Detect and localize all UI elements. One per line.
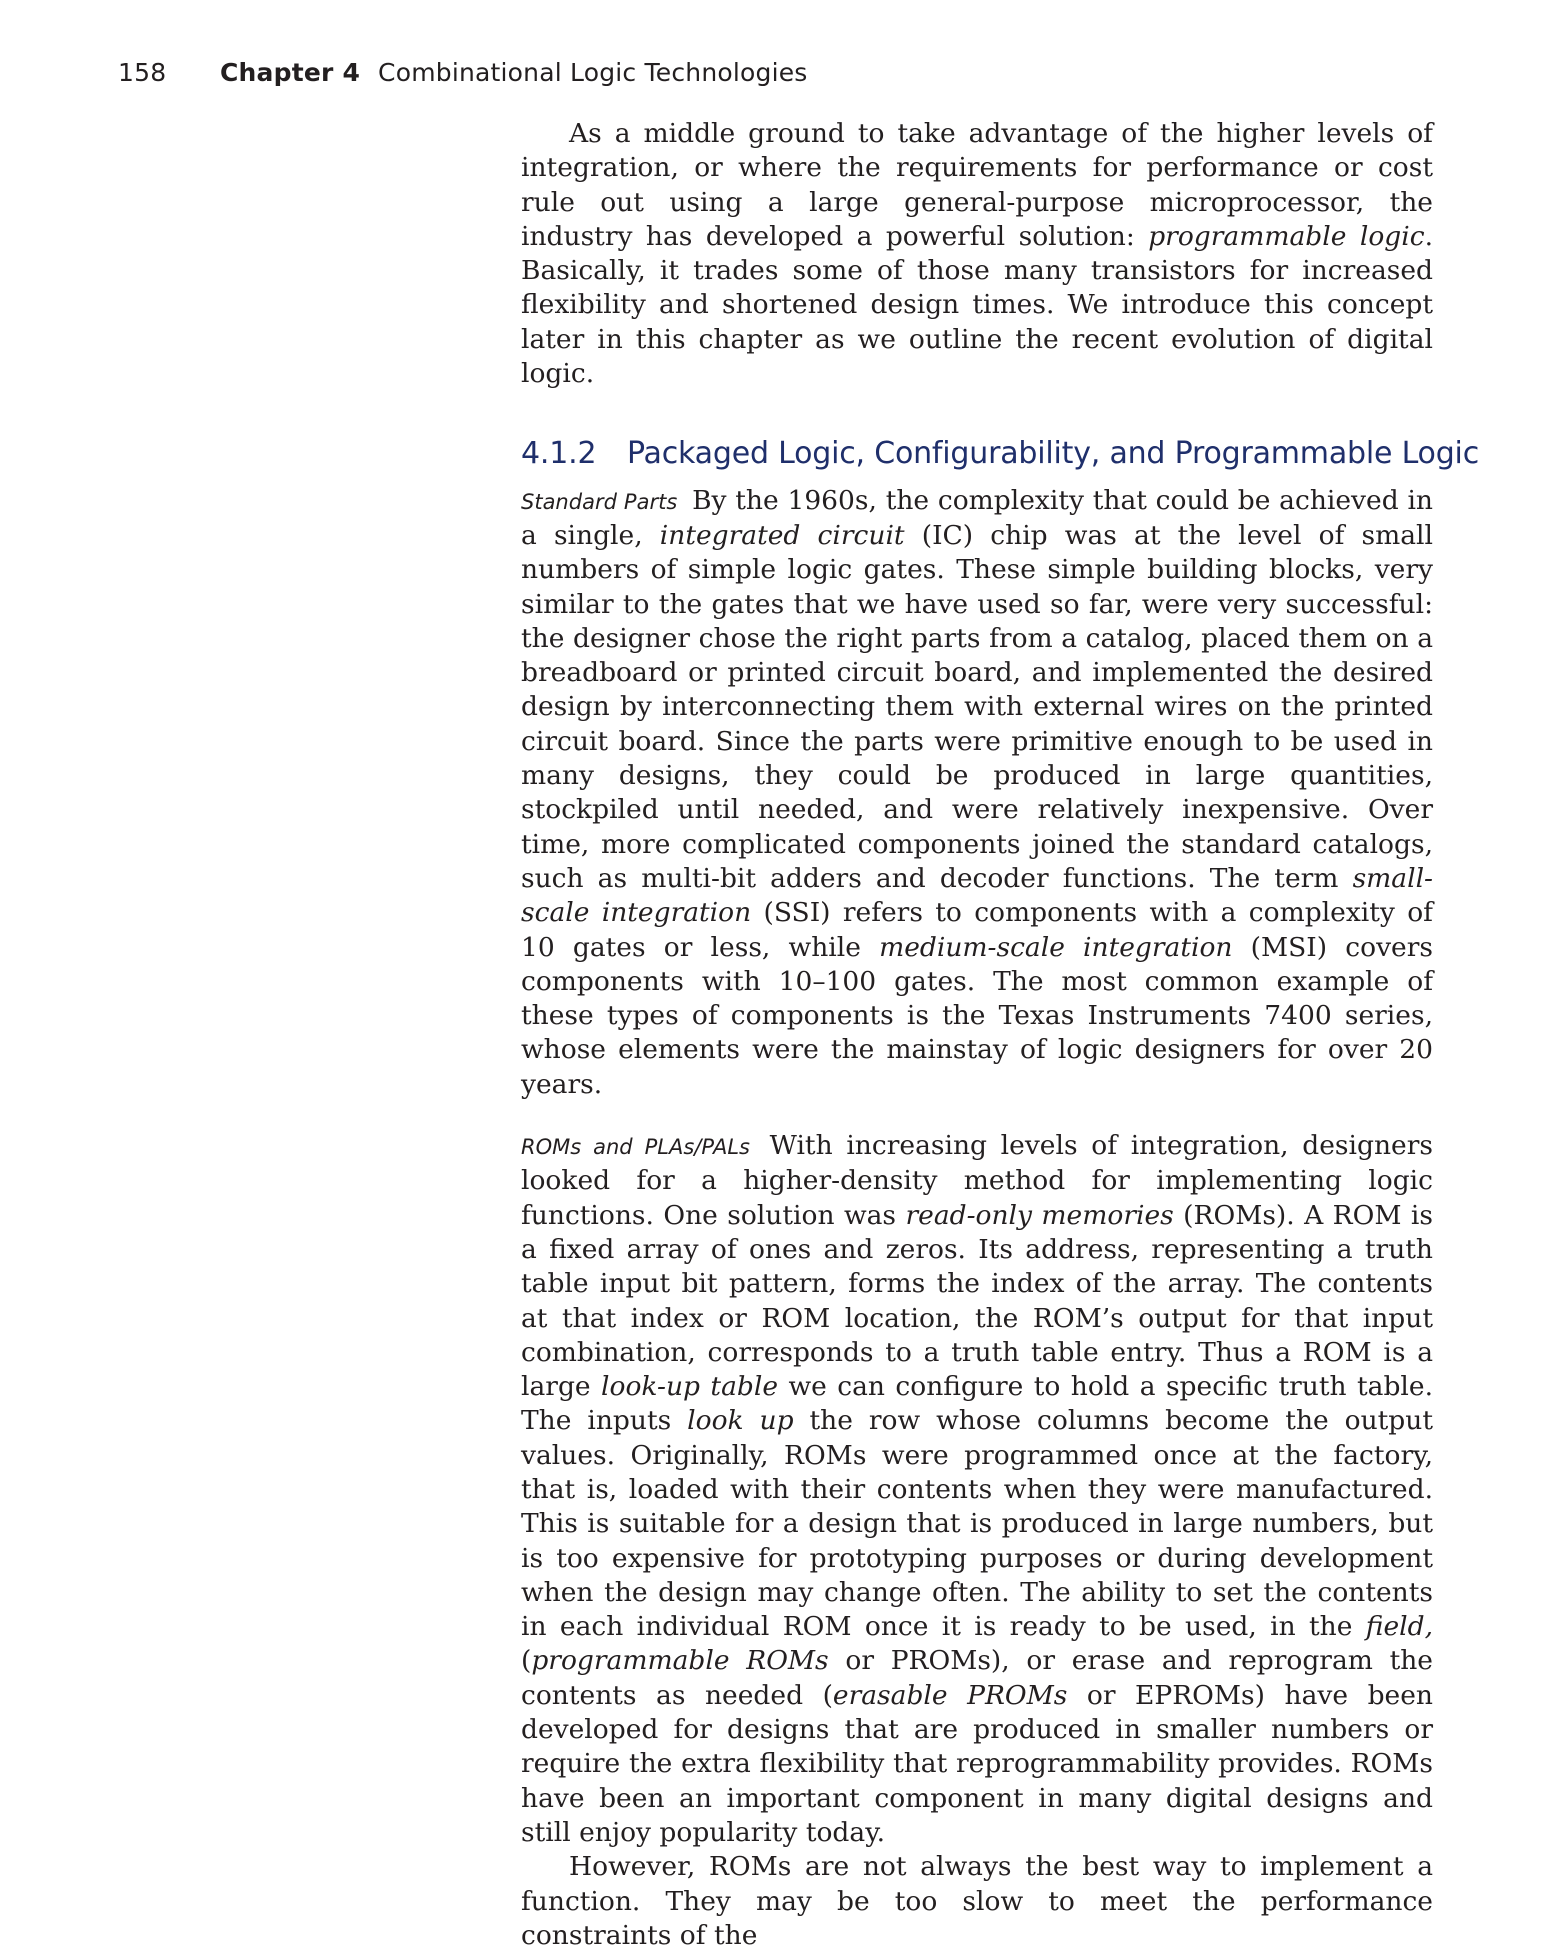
roms-text-6: or PROMs), or erase and reprogram the contents as needed ( [521,1645,1433,1711]
running-head [118,58,808,87]
standard-parts-text-3: (SSI) refers to components with a complexity of 10 gates or less, while [521,897,1433,963]
roms-text-1: With increasing levels of integration, designers looked for a higher-density method for implementing logic functions. One solution was [521,1130,1433,1231]
roms-text-2: (ROMs). A ROM is a fixed array of ones and zeros. Its address, representing a truth table input bit pattern, forms the index of the array. The contents at that index or ROM location, the ROM’s output for that input combination, corresponds to a truth table entry. Thus a ROM is a large [521,1199,1433,1403]
term-programmable-logic: programmable logic [1148,220,1425,252]
roms-paragraph [521,1129,1433,1850]
roms-text-3: we can configure to hold a specific truth table. The inputs [521,1371,1433,1437]
page-number: 158 [118,58,167,87]
term-lookup-table: look-up table [601,1371,779,1403]
chapter-title: Combinational Logic Technologies [378,58,808,87]
section-heading [521,436,1479,472]
roms-text-5: ( [521,1645,532,1677]
runin-roms: ROMs and PLAs/PALs [521,1135,750,1160]
chapter-label: Chapter 4 [220,58,361,87]
roms-text-4: the row whose columns become the output values. Originally, ROMs were programmed once at the factory, that is, loaded with their contents when they were manufactured. This is suitable for a design that is produced in large numbers, but is too expensive for prototyping purposes or during development when the design may change often. The ability to set the contents in each individual ROM once it is ready to be used, in the [521,1405,1433,1643]
term-field: field, [1365,1611,1433,1643]
standard-parts-paragraph [521,484,1433,1102]
term-look-up: look up [687,1405,794,1437]
text-column [521,117,1479,1953]
intro-text-2: . Basically, it trades some of those many transistors for increased flexibility and shortened design times. We introduce this concept later in this chapter as we outline the recent evolution of digital logic. [521,220,1434,390]
roms-text-7: or EPROMs) have been developed for designs that are produced in smaller numbers or require the extra flexibility that reprogrammability provides. ROMs have been an important component in many digital designs and still enjoy popularity today. [521,1679,1433,1848]
runin-standard-parts: Standard Parts [521,489,678,514]
term-prom: programmable ROMs [531,1645,829,1677]
term-eprom: erasable PROMs [832,1679,1068,1711]
term-ssi: small-scale integration [521,862,1433,929]
term-integrated-circuit: integrated circuit [659,519,905,551]
section-title: Packaged Logic, Configurability, and Programmable Logic [627,436,1479,472]
section-number: 4.1.2 [521,436,597,472]
intro-paragraph [521,117,1433,391]
standard-parts-text-2: (IC) chip was at the level of small numbers of simple logic gates. These simple building blocks, very similar to the gates that we have used so far, were very successful: the designer chose the right parts from a catalog, placed them on a breadboard or printed circuit board, and implemented the desired design by interconnecting them with external wires on the printed circuit board. Since the parts were primitive enough to be used in many designs, they could be produced in large quantities, stockpiled until needed, and were relatively inexpensive. Over time, more complicated components joined the standard catalogs, such as multi-bit adders and decoder functions. The term [521,519,1433,894]
standard-parts-text-1: By the 1960s, the complexity that could be achieved in a single, [521,484,1433,551]
standard-parts-text-4: (MSI) covers components with 10–100 gates. The most common example of these types of components is the Texas Instruments 7400 series, whose elements were the mainstay of logic designers for over 20 years. [521,931,1433,1100]
term-msi: medium-scale integration [879,931,1233,963]
closing-paragraph: However, ROMs are not always the best way to implement a function. They may be too slow to meet the performance constraints of the [521,1851,1433,1951]
term-rom: read-only memories [905,1199,1174,1231]
intro-text-1: As a middle ground to take advantage of the higher levels of integration, or where the requirements for performance or cost rule out using a large general-purpose microprocessor, the industry has developed a powerful solution: [521,118,1433,252]
